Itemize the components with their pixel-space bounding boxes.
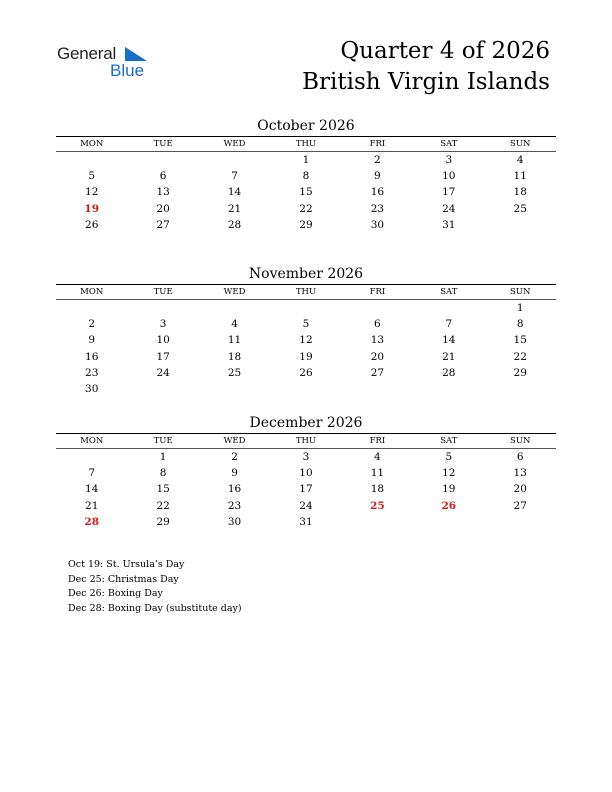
week-row	[56, 514, 556, 530]
day-cell: 26	[85, 218, 99, 231]
day-cell: 18	[370, 483, 385, 496]
weekday-header-row	[56, 137, 556, 152]
day-cell: 28	[442, 366, 456, 379]
day-cell: 4	[231, 318, 238, 331]
empty-day-cell	[127, 300, 198, 316]
weekday-header: THU	[295, 436, 317, 446]
weekday-header: SAT	[440, 287, 458, 297]
day-cell: 28	[84, 515, 100, 528]
day-cell: 25	[513, 202, 527, 215]
day-cell: 29	[299, 218, 313, 231]
day-cell: 24	[442, 202, 456, 215]
holiday-note: Dec 28: Boxing Day (substitute day)	[68, 602, 242, 614]
empty-day-cell	[342, 514, 413, 530]
day-cell: 13	[156, 186, 170, 199]
weekday-header: MON	[80, 139, 104, 149]
day-cell: 21	[85, 499, 99, 512]
weekday-header: SUN	[510, 287, 531, 297]
day-cell: 16	[370, 186, 385, 199]
week-row	[56, 349, 556, 365]
day-cell: 11	[370, 467, 385, 480]
weekday-header: MON	[80, 436, 104, 446]
month-title: December 2026	[249, 415, 363, 431]
weekday-header: SAT	[440, 436, 458, 446]
title-country: British Virgin Islands	[302, 69, 550, 95]
day-cell: 17	[442, 186, 456, 199]
day-cell: 18	[227, 350, 242, 363]
day-cell: 12	[442, 467, 456, 480]
day-cell: 20	[156, 202, 170, 215]
empty-day-cell	[199, 152, 270, 168]
day-cell: 16	[227, 483, 242, 496]
day-cell: 14	[85, 483, 99, 496]
empty-day-cell	[56, 449, 127, 465]
empty-day-cell	[199, 300, 270, 316]
day-cell: 15	[299, 186, 313, 199]
day-cell: 28	[227, 218, 242, 231]
day-cell: 11	[227, 334, 242, 347]
day-cell: 27	[370, 366, 385, 379]
day-cell: 7	[445, 318, 453, 331]
empty-day-cell	[270, 381, 341, 397]
holiday-note: Oct 19: St. Ursula’s Day	[68, 559, 185, 570]
weekday-header: SUN	[510, 139, 531, 149]
logo	[57, 44, 157, 84]
weekday-header: WED	[223, 139, 246, 149]
day-cell: 31	[442, 218, 456, 231]
day-cell: 2	[374, 154, 381, 166]
day-cell: 22	[299, 202, 313, 215]
week-row	[56, 498, 556, 514]
week-row	[56, 201, 556, 217]
day-cell: 13	[513, 467, 527, 480]
day-cell: 26	[441, 499, 457, 512]
day-cell: 9	[88, 334, 96, 347]
day-cell: 3	[302, 451, 310, 463]
week-row	[56, 449, 556, 465]
week-row	[56, 168, 556, 184]
day-cell: 19	[442, 483, 456, 496]
day-cell: 3	[445, 154, 453, 166]
day-cell: 2	[88, 318, 96, 331]
day-cell: 27	[513, 499, 527, 512]
day-cell: 10	[299, 467, 313, 480]
day-cell: 5	[445, 451, 453, 463]
day-cell: 21	[227, 202, 242, 215]
empty-day-cell	[413, 381, 484, 397]
month-december	[56, 413, 556, 530]
day-cell: 21	[442, 350, 456, 363]
day-cell: 16	[85, 350, 99, 363]
day-cell: 23	[85, 366, 99, 379]
empty-day-cell	[413, 300, 484, 316]
day-cell: 6	[516, 451, 524, 463]
day-cell: 17	[156, 350, 170, 363]
day-cell: 27	[156, 218, 170, 231]
day-cell: 9	[231, 467, 238, 480]
week-row	[56, 465, 556, 481]
week-row	[56, 481, 556, 497]
day-cell: 7	[88, 467, 96, 480]
empty-day-cell	[342, 300, 413, 316]
weekday-header: FRI	[369, 139, 386, 149]
weekday-header: THU	[295, 139, 317, 149]
holiday-note: Dec 26: Boxing Day	[68, 588, 163, 599]
day-cell: 10	[156, 334, 170, 347]
day-cell: 12	[299, 334, 313, 347]
weekday-header: THU	[295, 287, 317, 297]
day-cell: 4	[516, 154, 524, 166]
day-cell: 30	[227, 515, 242, 528]
logo-general-text: General	[57, 44, 117, 63]
weekday-header: FRI	[369, 436, 386, 446]
week-row	[56, 365, 556, 381]
month-title: November 2026	[248, 266, 364, 282]
logo-triangle-icon	[125, 47, 147, 61]
weekday-header: WED	[223, 436, 246, 446]
day-cell: 3	[159, 318, 167, 331]
day-cell: 2	[231, 451, 238, 463]
holiday-note: Dec 25: Christmas Day	[68, 573, 179, 585]
day-cell: 1	[159, 451, 167, 463]
week-row	[56, 316, 556, 332]
day-cell: 23	[227, 499, 242, 512]
weekday-header: SAT	[440, 139, 458, 149]
empty-day-cell	[56, 152, 127, 168]
weekday-header-row	[56, 285, 556, 300]
day-cell: 22	[513, 350, 527, 363]
empty-day-cell	[127, 381, 198, 397]
day-cell: 30	[370, 218, 385, 231]
empty-day-cell	[270, 300, 341, 316]
day-cell: 12	[85, 186, 99, 199]
day-cell: 17	[299, 483, 313, 496]
day-cell: 13	[370, 334, 385, 347]
week-row	[56, 184, 556, 200]
day-cell: 23	[370, 202, 385, 215]
empty-day-cell	[199, 381, 270, 397]
weekday-header: TUE	[153, 287, 173, 297]
empty-day-cell	[342, 381, 413, 397]
day-cell: 10	[442, 170, 456, 183]
weekday-header: TUE	[153, 436, 173, 446]
day-cell: 8	[516, 318, 524, 331]
weekday-header: MON	[80, 287, 104, 297]
page-title	[302, 36, 550, 98]
day-cell: 1	[302, 154, 310, 166]
day-cell: 19	[84, 202, 100, 215]
week-row	[56, 300, 556, 316]
day-cell: 24	[299, 499, 313, 512]
weekday-header-row	[56, 434, 556, 449]
week-row	[56, 152, 556, 168]
day-cell: 25	[227, 366, 242, 379]
day-cell: 8	[159, 467, 167, 480]
day-cell: 24	[156, 366, 170, 379]
day-cell: 14	[227, 186, 242, 199]
day-cell: 30	[85, 382, 99, 395]
day-cell: 29	[513, 366, 527, 379]
day-cell: 25	[370, 499, 385, 512]
day-cell: 9	[374, 170, 381, 183]
empty-day-cell	[485, 514, 556, 530]
weekday-header: FRI	[369, 287, 386, 297]
month-title: October 2026	[257, 118, 355, 134]
day-cell: 15	[156, 483, 170, 496]
day-cell: 11	[513, 170, 527, 183]
empty-day-cell	[485, 217, 556, 233]
day-cell: 18	[513, 186, 527, 199]
empty-day-cell	[413, 514, 484, 530]
day-cell: 1	[516, 302, 524, 314]
weekday-header: TUE	[153, 139, 173, 149]
day-cell: 14	[442, 334, 456, 347]
day-cell: 20	[370, 350, 385, 363]
day-cell: 22	[156, 499, 170, 512]
day-cell: 8	[302, 170, 310, 183]
day-cell: 6	[374, 318, 381, 331]
day-cell: 19	[299, 350, 313, 363]
week-row	[56, 217, 556, 233]
day-cell: 6	[159, 170, 167, 183]
day-cell: 26	[299, 366, 313, 379]
week-row	[56, 381, 556, 397]
week-row	[56, 332, 556, 348]
logo-blue-text: Blue	[110, 61, 145, 80]
weekday-header: WED	[223, 287, 246, 297]
day-cell: 15	[513, 334, 527, 347]
day-cell: 7	[231, 170, 238, 183]
empty-day-cell	[485, 381, 556, 397]
day-cell: 4	[374, 451, 381, 463]
month-october	[56, 116, 556, 233]
day-cell: 29	[156, 515, 170, 528]
title-quarter: Quarter 4 of 2026	[340, 38, 550, 64]
holiday-notes	[68, 558, 242, 616]
empty-day-cell	[127, 152, 198, 168]
day-cell: 5	[88, 170, 96, 183]
weekday-header: SUN	[510, 436, 531, 446]
day-cell: 31	[299, 515, 313, 528]
day-cell: 20	[513, 483, 527, 496]
day-cell: 5	[302, 318, 310, 331]
month-november	[56, 264, 556, 397]
empty-day-cell	[56, 300, 127, 316]
